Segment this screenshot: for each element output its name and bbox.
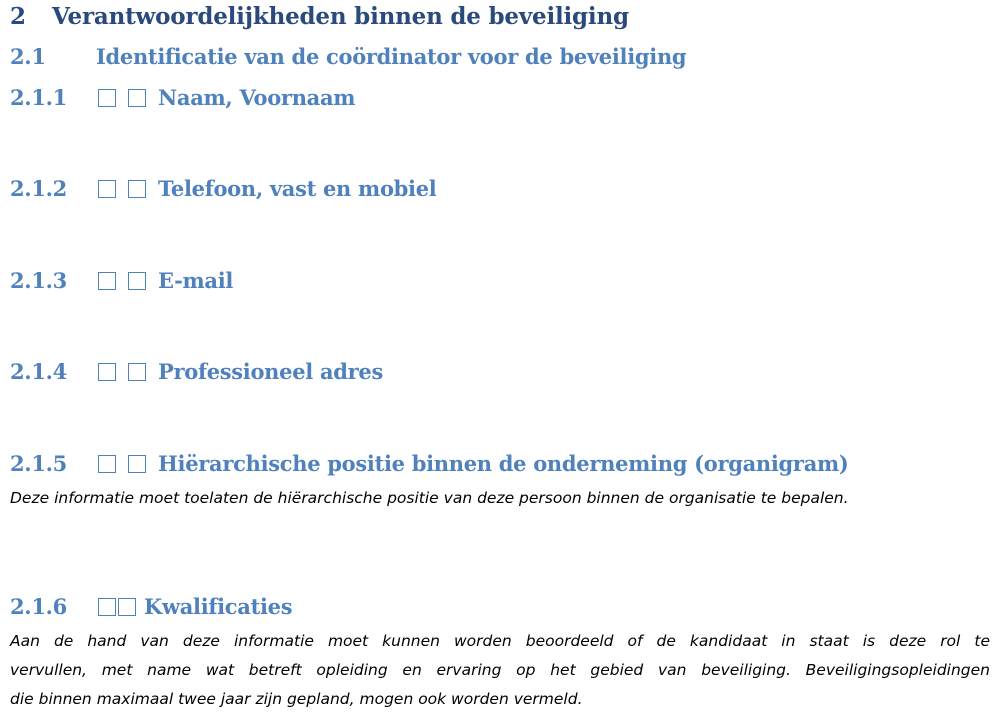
checkbox-icon[interactable]: [128, 363, 146, 381]
item-description: Deze informatie moet toelaten de hiërarchische positie van deze persoon binnen de organisatie te bepalen.: [10, 489, 849, 507]
item-heading-2-1-6: [10, 592, 292, 622]
checkbox-icon[interactable]: [98, 272, 116, 290]
section-title: Verantwoordelijkheden binnen de beveiliging: [52, 3, 629, 30]
checkbox-icon[interactable]: [128, 455, 146, 473]
item-description: [10, 627, 990, 714]
item-number: 2.1.1: [10, 85, 67, 110]
checkbox-icon[interactable]: [128, 180, 146, 198]
item-number: 2.1.2: [10, 176, 67, 201]
item-heading-2-1-4: [10, 357, 383, 387]
checkbox-icon[interactable]: [98, 363, 116, 381]
item-title: Professioneel adres: [158, 359, 384, 384]
checkbox-icon[interactable]: [98, 455, 116, 473]
item-heading-2-1-1: [10, 83, 355, 113]
checkbox-icon[interactable]: [118, 598, 136, 616]
section-heading: [10, 0, 629, 34]
subsection-number: 2.1: [10, 44, 46, 69]
item-number: 2.1.6: [10, 594, 67, 619]
checkbox-icon[interactable]: [98, 598, 116, 616]
item-heading-2-1-3: [10, 266, 233, 296]
subsection-title: Identificatie van de coördinator voor de beveiliging: [96, 44, 687, 69]
item-number: 2.1.5: [10, 451, 67, 476]
subsection-heading: [10, 42, 686, 72]
checkbox-icon[interactable]: [98, 180, 116, 198]
description-line: Aan de hand van deze informatie moet kunnen worden beoordeeld of de kandidaat in staat is deze rol te: [10, 632, 990, 650]
item-number: 2.1.3: [10, 268, 67, 293]
item-title: Telefoon, vast en mobiel: [158, 176, 437, 201]
item-title: E-mail: [158, 268, 234, 293]
checkbox-icon[interactable]: [128, 89, 146, 107]
description-line: vervullen, met name wat betreft opleiding en ervaring op het gebied van beveiliging. Beveiligingsopleidingen: [10, 661, 990, 679]
item-heading-2-1-2: [10, 174, 436, 204]
checkbox-icon[interactable]: [98, 89, 116, 107]
item-title: Hiërarchische positie binnen de onderneming (organigram): [158, 451, 849, 476]
item-heading-2-1-5: [10, 449, 849, 479]
description-line: die binnen maximaal twee jaar zijn gepland, mogen ook worden vermeld.: [10, 690, 583, 708]
item-number: 2.1.4: [10, 359, 67, 384]
item-title: Naam, Voornaam: [158, 85, 356, 110]
item-title: Kwalificaties: [144, 594, 293, 619]
section-number: 2: [10, 3, 26, 30]
checkbox-icon[interactable]: [128, 272, 146, 290]
